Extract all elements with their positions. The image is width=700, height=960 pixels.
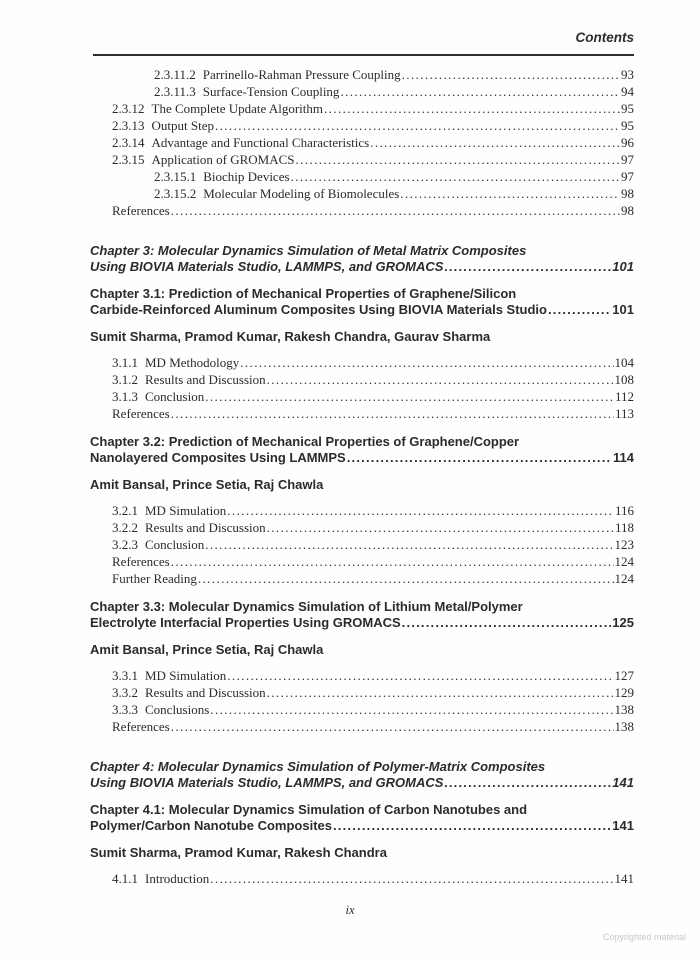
entry-title: Conclusion bbox=[145, 537, 205, 552]
toc-entry bbox=[90, 134, 634, 151]
dot-leader bbox=[227, 502, 614, 519]
toc-entry bbox=[90, 536, 634, 553]
chapter-heading bbox=[90, 286, 634, 317]
entry-number: 4.1.1 bbox=[112, 871, 138, 886]
entry-page-number: 98 bbox=[621, 203, 634, 218]
toc-entry bbox=[90, 405, 634, 422]
entry-title: References bbox=[112, 406, 170, 421]
entry-title: Surface-Tension Coupling bbox=[202, 84, 340, 99]
chapter-title-line-1: Chapter 3.2: Prediction of Mechanical Properties of Graphene/Copper bbox=[90, 434, 520, 449]
entry-page-number: 118 bbox=[614, 520, 634, 535]
entry-number: 2.3.13 bbox=[112, 118, 145, 133]
entry-title: Conclusions bbox=[145, 702, 210, 717]
chapter-title-line-1: Chapter 3.1: Prediction of Mechanical Properties of Graphene/Silicon bbox=[90, 286, 517, 301]
toc-entry bbox=[90, 168, 634, 185]
entry-title: Introduction bbox=[145, 871, 210, 886]
entry-page-number: 127 bbox=[614, 668, 634, 683]
chapter-title-line-2 bbox=[90, 615, 634, 631]
entry-title: Output Step bbox=[151, 118, 214, 133]
entry-number: 3.1.1 bbox=[112, 355, 138, 370]
dot-leader bbox=[240, 354, 613, 371]
dot-leader bbox=[267, 371, 614, 388]
authors-line: Amit Bansal, Prince Setia, Raj Chawla bbox=[90, 642, 324, 657]
dot-leader bbox=[171, 405, 614, 422]
chapter-page-number: 141 bbox=[612, 817, 634, 833]
entry-number: 3.2.2 bbox=[112, 520, 138, 535]
entry-page-number: 112 bbox=[614, 389, 634, 404]
chapter-heading bbox=[90, 599, 634, 630]
entry-group bbox=[90, 502, 634, 587]
chapter-title-line-1: Chapter 4: Molecular Dynamics Simulation of Polymer-Matrix Composites bbox=[90, 759, 546, 774]
dot-leader bbox=[210, 870, 613, 887]
entry-page-number: 129 bbox=[614, 685, 634, 700]
toc-entry bbox=[90, 354, 634, 371]
toc-entry bbox=[90, 553, 634, 570]
dot-leader bbox=[370, 134, 620, 151]
dot-leader bbox=[267, 519, 614, 536]
entry-title: MD Methodology bbox=[145, 355, 240, 370]
toc-entry bbox=[90, 519, 634, 536]
chapter-title-text: Using BIOVIA Materials Studio, LAMMPS, and GROMACS bbox=[90, 258, 444, 274]
chapter-heading bbox=[90, 243, 634, 274]
entry-page-number: 104 bbox=[614, 355, 634, 370]
chapter-page-number: 125 bbox=[612, 614, 634, 630]
dot-leader bbox=[347, 450, 612, 466]
chapter-title-line-2 bbox=[90, 775, 634, 791]
dot-leader bbox=[402, 615, 612, 631]
dot-leader bbox=[402, 66, 620, 83]
entry-number: 3.3.2 bbox=[112, 685, 138, 700]
authors-line: Sumit Sharma, Pramod Kumar, Rakesh Chandra bbox=[90, 845, 387, 860]
dot-leader bbox=[333, 818, 611, 834]
dot-leader bbox=[548, 302, 611, 318]
dot-leader bbox=[340, 83, 620, 100]
dot-leader bbox=[210, 701, 613, 718]
entry-page-number: 94 bbox=[621, 84, 634, 99]
toc-entry bbox=[90, 701, 634, 718]
entry-number: 2.3.14 bbox=[112, 135, 145, 150]
dot-leader bbox=[444, 259, 611, 275]
toc-entry bbox=[90, 202, 634, 219]
toc-entry bbox=[90, 870, 634, 887]
dot-leader bbox=[198, 570, 614, 587]
running-head-title: Contents bbox=[575, 30, 634, 45]
entry-title: References bbox=[112, 719, 170, 734]
chapter-page-number: 141 bbox=[612, 774, 634, 790]
entry-title: The Complete Update Algorithm bbox=[151, 101, 323, 116]
entry-title: MD Simulation bbox=[145, 503, 227, 518]
entry-group bbox=[90, 354, 634, 422]
entry-title: Molecular Modeling of Biomolecules bbox=[203, 186, 400, 201]
toc-entry bbox=[90, 570, 634, 587]
entry-page-number: 98 bbox=[621, 186, 634, 201]
entry-title: Biochip Devices bbox=[203, 169, 290, 184]
toc-entry bbox=[90, 83, 634, 100]
entry-group bbox=[90, 870, 634, 887]
chapter-title-line-2 bbox=[90, 818, 634, 834]
chapter-title-line-1: Chapter 3: Molecular Dynamics Simulation of Metal Matrix Composites bbox=[90, 243, 527, 258]
toc-entry bbox=[90, 66, 634, 83]
chapter-heading bbox=[90, 434, 634, 465]
toc-blocks bbox=[90, 66, 634, 887]
entry-page-number: 108 bbox=[614, 372, 634, 387]
toc-entry bbox=[90, 667, 634, 684]
dot-leader bbox=[171, 718, 614, 735]
entry-page-number: 97 bbox=[621, 152, 634, 167]
entry-number: 3.1.2 bbox=[112, 372, 138, 387]
entry-number: 2.3.15.1 bbox=[154, 169, 197, 184]
entry-page-number: 124 bbox=[614, 571, 634, 586]
dot-leader bbox=[444, 775, 611, 791]
entry-title: Application of GROMACS bbox=[151, 152, 295, 167]
dot-leader bbox=[296, 151, 621, 168]
copyright-watermark: Copyrighted material bbox=[602, 932, 686, 942]
entry-title: Results and Discussion bbox=[145, 685, 266, 700]
toc-entry bbox=[90, 185, 634, 202]
entry-page-number: 113 bbox=[614, 406, 634, 421]
dot-leader bbox=[227, 667, 613, 684]
entry-title: Advantage and Functional Characteristics bbox=[151, 135, 370, 150]
chapter-title-text: Carbide-Reinforced Aluminum Composites Using BIOVIA Materials Studio bbox=[90, 301, 547, 317]
entry-page-number: 97 bbox=[621, 169, 634, 184]
entry-number: 2.3.11.3 bbox=[154, 84, 196, 99]
entry-group bbox=[90, 66, 634, 219]
entry-page-number: 141 bbox=[614, 871, 634, 886]
chapter-title-line-1: Chapter 4.1: Molecular Dynamics Simulation of Carbon Nanotubes and bbox=[90, 802, 528, 817]
entry-title: References bbox=[112, 203, 170, 218]
entry-title: Results and Discussion bbox=[145, 520, 266, 535]
entry-title: References bbox=[112, 554, 170, 569]
dot-leader bbox=[205, 536, 613, 553]
chapter-page-number: 101 bbox=[612, 258, 634, 274]
chapter-title-line-2 bbox=[90, 259, 634, 275]
entry-number: 3.3.1 bbox=[112, 668, 138, 683]
entry-page-number: 124 bbox=[614, 554, 634, 569]
running-head bbox=[90, 30, 634, 54]
entry-page-number: 138 bbox=[614, 702, 634, 717]
entry-number: 2.3.15.2 bbox=[154, 186, 197, 201]
chapter-title-text: Polymer/Carbon Nanotube Composites bbox=[90, 817, 332, 833]
dot-leader bbox=[171, 202, 620, 219]
toc-entry bbox=[90, 684, 634, 701]
entry-title: Parrinello-Rahman Pressure Coupling bbox=[202, 67, 401, 82]
entry-number: 2.3.11.2 bbox=[154, 67, 196, 82]
toc-entry bbox=[90, 117, 634, 134]
chapter-title-text: Electrolyte Interfacial Properties Using GROMACS bbox=[90, 614, 401, 630]
page-content bbox=[90, 30, 634, 897]
chapter-title-text: Using BIOVIA Materials Studio, LAMMPS, and GROMACS bbox=[90, 774, 444, 790]
dot-leader bbox=[324, 100, 620, 117]
chapter-heading bbox=[90, 802, 634, 833]
toc-entry bbox=[90, 100, 634, 117]
toc-entry bbox=[90, 502, 634, 519]
entry-title: Further Reading bbox=[112, 571, 197, 586]
dot-leader bbox=[400, 185, 620, 202]
toc-entry bbox=[90, 151, 634, 168]
entry-page-number: 95 bbox=[621, 118, 634, 133]
chapter-heading bbox=[90, 759, 634, 790]
entry-page-number: 96 bbox=[621, 135, 634, 150]
entry-number: 3.3.3 bbox=[112, 702, 138, 717]
entry-number: 2.3.12 bbox=[112, 101, 145, 116]
chapter-page-number: 101 bbox=[612, 301, 634, 317]
page-folio: ix bbox=[345, 903, 355, 917]
authors-line: Sumit Sharma, Pramod Kumar, Rakesh Chandra, Gaurav Sharma bbox=[90, 329, 491, 344]
entry-page-number: 123 bbox=[614, 537, 634, 552]
entry-number: 3.2.3 bbox=[112, 537, 138, 552]
entry-number: 3.1.3 bbox=[112, 389, 138, 404]
entry-page-number: 138 bbox=[614, 719, 634, 734]
entry-page-number: 116 bbox=[614, 503, 634, 518]
dot-leader bbox=[205, 388, 614, 405]
dot-leader bbox=[215, 117, 620, 134]
chapter-title-line-1: Chapter 3.3: Molecular Dynamics Simulation of Lithium Metal/Polymer bbox=[90, 599, 523, 614]
entry-title: Conclusion bbox=[145, 389, 205, 404]
chapter-title-text: Nanolayered Composites Using LAMMPS bbox=[90, 449, 346, 465]
entry-number: 2.3.15 bbox=[112, 152, 145, 167]
entry-title: MD Simulation bbox=[145, 668, 227, 683]
entry-page-number: 93 bbox=[621, 67, 634, 82]
dot-leader bbox=[267, 684, 614, 701]
header-rule bbox=[93, 54, 634, 56]
dot-leader bbox=[171, 553, 614, 570]
toc-entry bbox=[90, 388, 634, 405]
authors-line: Amit Bansal, Prince Setia, Raj Chawla bbox=[90, 477, 324, 492]
entry-page-number: 95 bbox=[621, 101, 634, 116]
entry-group bbox=[90, 667, 634, 735]
chapter-page-number: 114 bbox=[613, 449, 634, 465]
toc-entry bbox=[90, 371, 634, 388]
toc-entry bbox=[90, 718, 634, 735]
chapter-title-line-2 bbox=[90, 450, 634, 466]
dot-leader bbox=[291, 168, 620, 185]
chapter-title-line-2 bbox=[90, 302, 634, 318]
entry-number: 3.2.1 bbox=[112, 503, 138, 518]
entry-title: Results and Discussion bbox=[145, 372, 266, 387]
